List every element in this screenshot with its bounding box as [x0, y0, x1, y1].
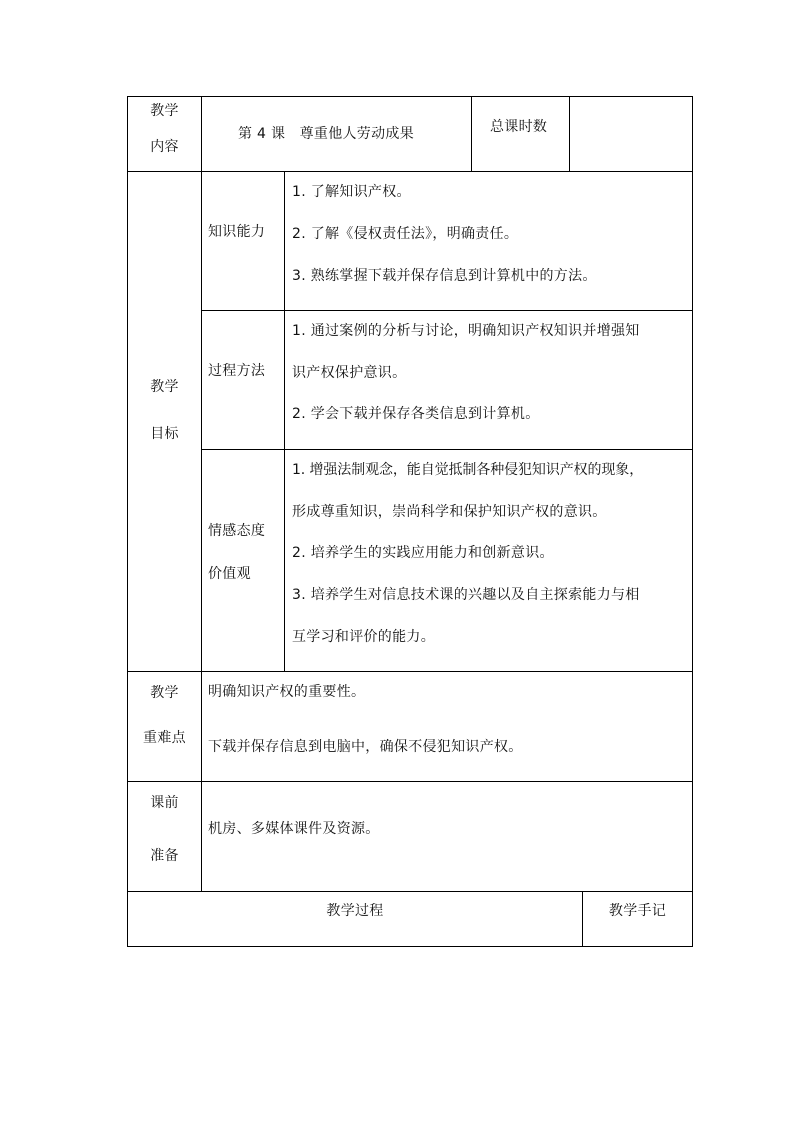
- keypoints-label-line1: 教学: [150, 685, 179, 701]
- lesson-title: 第 4 课 尊重他人劳动成果: [238, 126, 415, 142]
- goals-label-line2: 目标: [150, 426, 179, 442]
- prep-label-line2: 准备: [150, 848, 179, 864]
- emotion-line-3: 2. 培养学生的实践应用能力和创新意识。: [292, 545, 554, 561]
- teaching-process-label: 教学过程: [326, 903, 384, 919]
- teaching-notes-label: 教学手记: [608, 903, 667, 919]
- knowledge-label: 知识能力: [208, 224, 266, 240]
- prep-text: 机房、多媒体课件及资源。: [208, 821, 380, 837]
- keypoints-line-1: 明确知识产权的重要性。: [208, 684, 366, 700]
- keypoints-label-line2: 重难点: [143, 730, 186, 746]
- total-hours-label: 总课时数: [490, 119, 548, 135]
- prep-label-line1: 课前: [150, 795, 179, 811]
- total-hours-value-cell: [569, 96, 693, 172]
- process-label-cell: [201, 310, 285, 450]
- process-label: 过程方法: [208, 363, 266, 379]
- emotion-line-4: 3. 培养学生对信息技术课的兴趣以及自主探索能力与相: [292, 587, 640, 603]
- content-label-line2: 内容: [150, 139, 179, 155]
- knowledge-line-3: 3. 熟练掌握下载并保存信息到计算机中的方法。: [292, 268, 597, 284]
- keypoints-line-2: 下载并保存信息到电脑中，确保不侵犯知识产权。: [208, 739, 523, 755]
- emotion-label-cell: [201, 449, 285, 672]
- knowledge-line-2: 2. 了解《侵权责任法》，明确责任。: [292, 226, 519, 242]
- teaching-process-cell: [127, 891, 583, 947]
- goals-label-line1: 教学: [150, 379, 179, 395]
- knowledge-line-1: 1. 了解知识产权。: [292, 184, 411, 200]
- goals-label-cell: [127, 171, 202, 672]
- process-line-1: 1. 通过案例的分析与讨论，明确知识产权知识并增强知: [292, 323, 640, 339]
- emotion-line-2: 形成尊重知识，崇尚科学和保护知识产权的意识。: [292, 504, 607, 520]
- emotion-label-line2: 价值观: [208, 566, 251, 582]
- process-line-3: 2. 学会下载并保存各类信息到计算机。: [292, 406, 540, 422]
- process-line-2: 识产权保护意识。: [292, 365, 407, 381]
- knowledge-label-cell: [201, 171, 285, 311]
- content-label-line1: 教学: [150, 103, 179, 119]
- emotion-line-5: 互学习和评价的能力。: [292, 629, 435, 645]
- emotion-line-1: 1. 增强法制观念，能自觉抵制各种侵犯知识产权的现象，: [292, 462, 644, 478]
- emotion-label-line1: 情感态度: [208, 523, 266, 539]
- teaching-notes-cell: [582, 891, 693, 947]
